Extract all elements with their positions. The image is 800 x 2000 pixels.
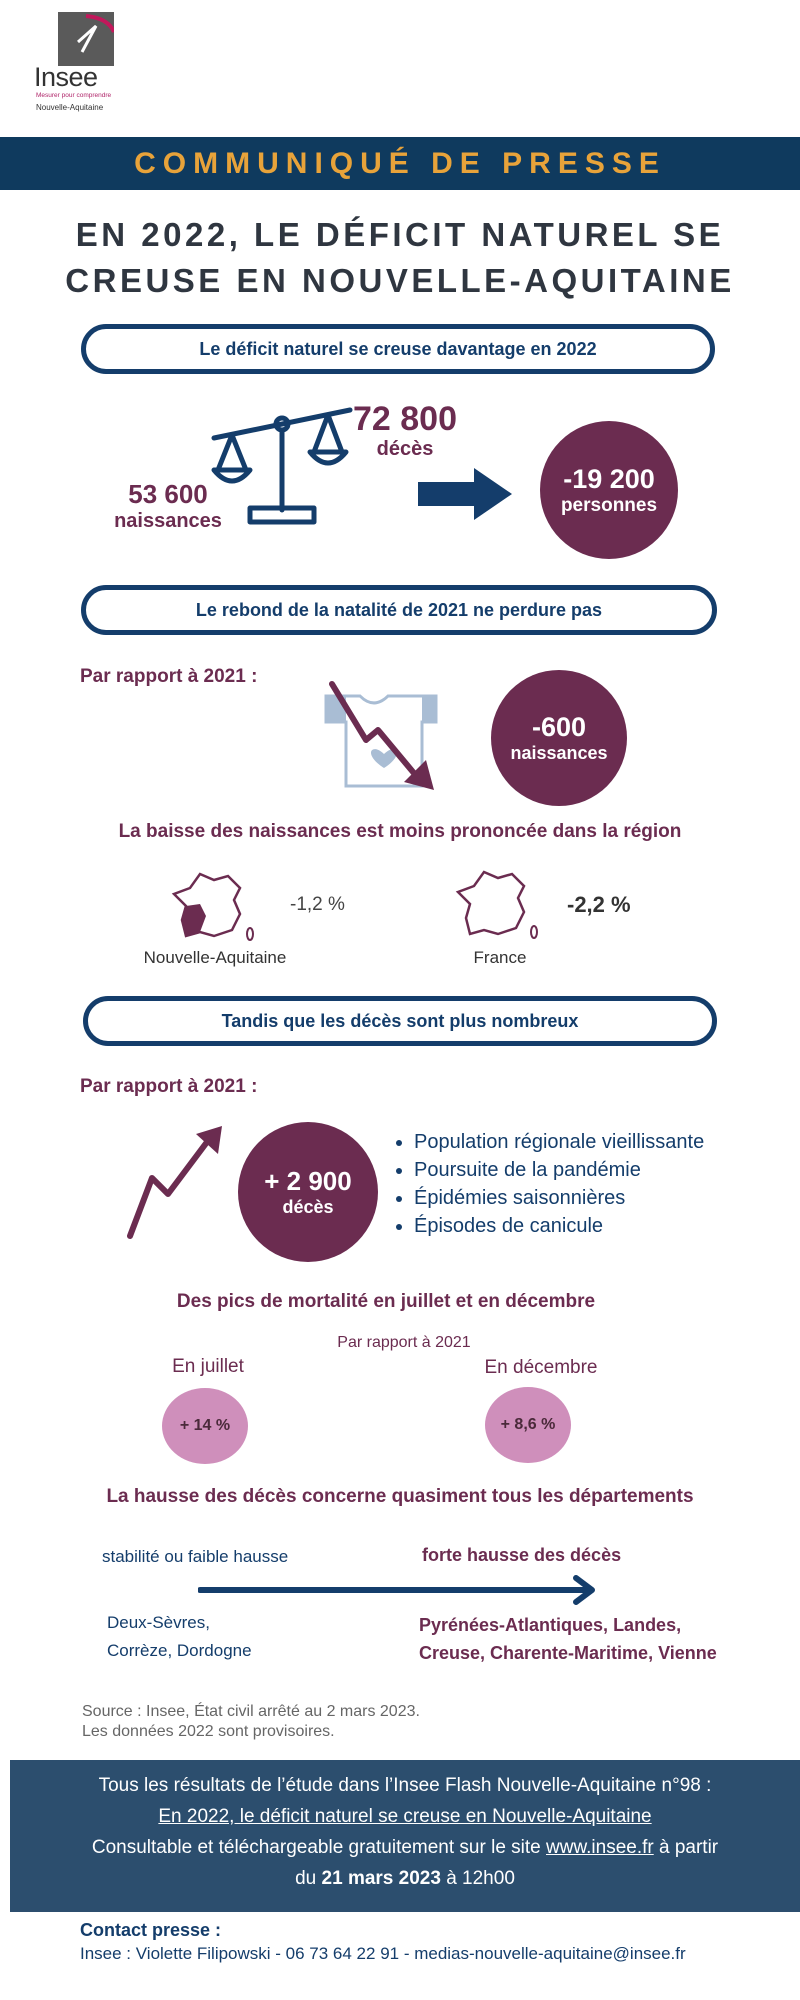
high-increase-label: forte hausse des décès <box>422 1545 622 1565</box>
source-note <box>82 1702 420 1742</box>
region-name-nouvelle-aquitaine: Nouvelle-Aquitaine <box>143 948 287 967</box>
insee-logo <box>34 12 118 112</box>
peak-label-december: En décembre <box>484 1357 598 1378</box>
births-change-label: naissances <box>510 743 608 763</box>
compare-label-births: Par rapport à 2021 : <box>80 666 258 687</box>
births-2022 <box>106 478 230 533</box>
down-trend-arrow-icon <box>322 678 442 796</box>
deaths-change-circle <box>238 1122 378 1262</box>
source-line-2: Les données 2022 sont provisoires. <box>82 1723 335 1740</box>
results-footer <box>10 1760 800 1912</box>
deficit-value: -19 200 <box>563 463 655 494</box>
right-arrow-icon <box>418 468 514 520</box>
logo-mark-icon <box>58 12 114 66</box>
low-increase-departments <box>107 1609 252 1665</box>
region-name-france: France <box>473 948 527 967</box>
release-date: 21 mars 2023 <box>321 1868 441 1889</box>
deficit-label: personnes <box>560 494 658 516</box>
cause-item: • Population régionale vieillissante <box>414 1128 704 1156</box>
cause-item: • Épisodes de canicule <box>414 1212 704 1240</box>
france-map-icon <box>170 870 256 946</box>
low-increase-label: stabilité ou faible hausse <box>102 1547 289 1566</box>
deaths-label: décès <box>376 438 434 460</box>
high-depts-line-2: Creuse, Charente-Maritime, Vienne <box>419 1643 717 1663</box>
deaths-change-label: décès <box>282 1197 334 1217</box>
source-line-1: Source : Insee, État civil arrêté au 2 mars 2023. <box>82 1703 420 1720</box>
deaths-change-value: + 2 900 <box>264 1166 352 1196</box>
contact-label: Contact presse : <box>80 1920 222 1940</box>
compare-label-deaths: Par rapport à 2021 : <box>80 1076 258 1097</box>
press-release-banner <box>0 137 800 190</box>
insee-site-link[interactable]: www.insee.fr <box>546 1837 654 1858</box>
peak-value-july: + 14 % <box>162 1388 248 1464</box>
births-value: 53 600 <box>128 479 208 509</box>
births-change-circle <box>491 670 627 806</box>
low-depts-line-1: Deux-Sèvres, <box>107 1613 210 1632</box>
contact-details: Insee : Violette Filipowski - 06 73 64 22 91 - medias-nouvelle-aquitaine@insee.fr <box>80 1944 686 1963</box>
footer-line-4: du 21 mars 2023 à 12h00 <box>295 1868 515 1889</box>
peak-label-july: En juillet <box>172 1356 244 1377</box>
births-subheading: La baisse des naissances est moins prononcée dans la région <box>118 821 682 842</box>
peaks-compare-label: Par rapport à 2021 <box>337 1334 471 1351</box>
cause-item: • Épidémies saisonnières <box>414 1184 704 1212</box>
long-right-arrow-icon <box>198 1574 600 1606</box>
up-trend-arrow-icon <box>122 1124 226 1242</box>
footer-line-1: Tous les résultats de l’étude dans l’Insee Flash Nouvelle-Aquitaine n°98 : <box>98 1775 712 1796</box>
births-label: naissances <box>114 510 222 532</box>
title-line-2: CREUSE EN NOUVELLE-AQUITAINE <box>65 262 735 299</box>
cause-item: • Poursuite de la pandémie <box>414 1156 704 1184</box>
france-map-icon <box>454 868 540 944</box>
death-causes-list <box>414 1128 704 1240</box>
births-change-value: -600 <box>531 712 587 742</box>
high-increase-departments <box>419 1611 717 1667</box>
deaths-2022 <box>350 400 460 461</box>
region-change-nouvelle-aquitaine: -1,2 % <box>290 894 345 915</box>
page-title <box>40 212 760 304</box>
high-depts-line-1: Pyrénées-Atlantiques, Landes, <box>419 1615 682 1635</box>
region-change-france: -2,2 % <box>567 892 631 917</box>
section-heading-deficit: Le déficit naturel se creuse davantage en 2022 <box>81 324 715 374</box>
logo-tagline: Mesurer pour comprendre <box>36 92 112 99</box>
scale-icon <box>210 400 360 530</box>
section-heading-deaths: Tandis que les décès sont plus nombreux <box>83 996 717 1046</box>
natural-deficit-circle <box>540 421 678 559</box>
logo-wordmark: Insee <box>34 62 98 92</box>
peaks-heading: Des pics de mortalité en juillet et en décembre <box>176 1291 596 1312</box>
peak-value-december: + 8,6 % <box>485 1387 571 1463</box>
low-depts-line-2: Corrèze, Dordogne <box>107 1641 252 1660</box>
footer-line-3: Consultable et téléchargeable gratuitement sur le site www.insee.fr à partir <box>91 1837 719 1858</box>
study-link[interactable]: En 2022, le déficit naturel se creuse en Nouvelle-Aquitaine <box>158 1806 652 1827</box>
title-line-1: EN 2022, LE DÉFICIT NATUREL SE <box>75 216 725 253</box>
departments-heading: La hausse des décès concerne quasiment tous les départements <box>106 1486 694 1507</box>
logo-region: Nouvelle-Aquitaine <box>36 103 104 112</box>
banner-text: COMMUNIQUÉ DE PRESSE <box>134 147 666 180</box>
section-heading-natality: Le rebond de la natalité de 2021 ne perdure pas <box>81 585 717 635</box>
deaths-value: 72 800 <box>353 400 457 438</box>
